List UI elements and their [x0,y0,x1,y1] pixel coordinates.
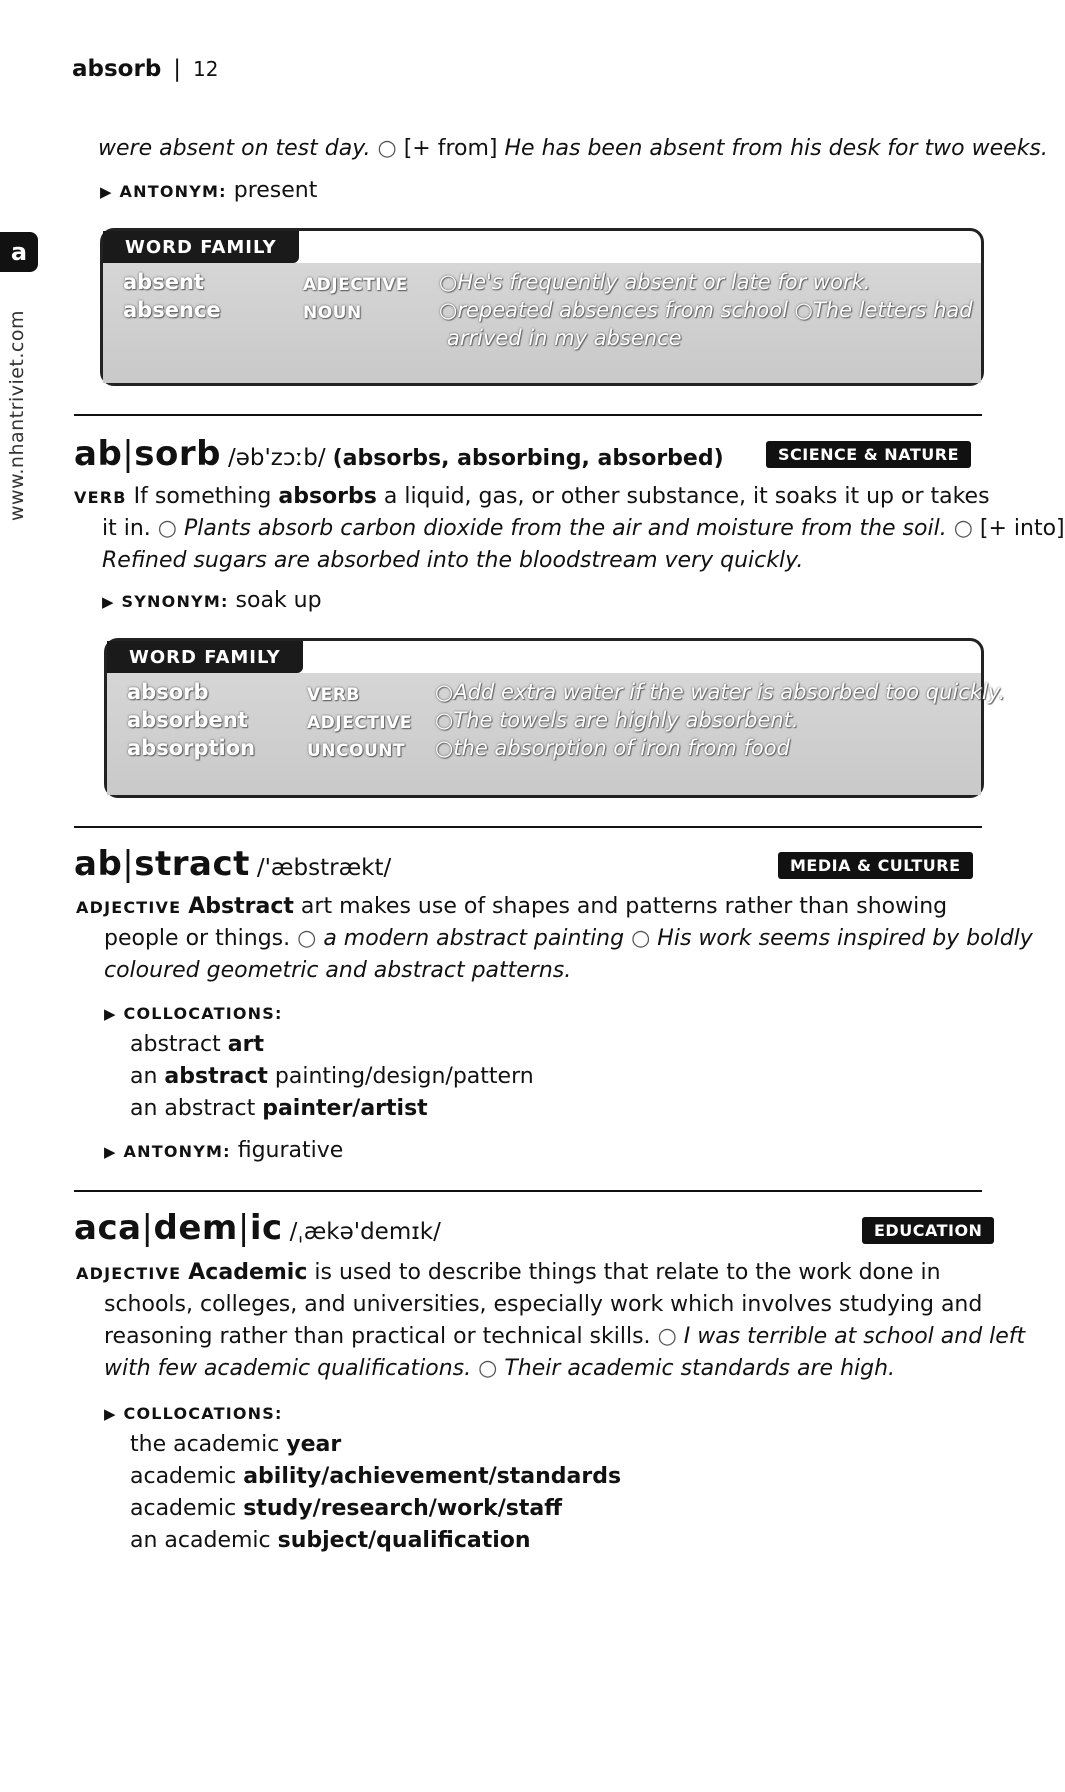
triangle-bullet-icon: ▶ [102,593,114,611]
subject-badge: EDUCATION [862,1217,994,1244]
definition-line: ADJECTIVE Abstract art makes use of shapes and patterns rather than showing [76,894,948,919]
entry-headline-abstract [74,842,391,891]
inflections: (absorbs, absorbing, absorbed) [332,446,724,471]
definition-line: reasoning rather than practical or technical skills. ○ I was terrible at school and left [104,1324,1026,1349]
entry-divider [74,1190,982,1192]
part-of-speech: ADJECTIVE [76,898,182,917]
subject-badge: SCIENCE & NATURE [766,441,971,468]
collocation-item: the academic year [130,1432,342,1457]
entry-divider [74,826,982,828]
pronunciation: /ˌækə'demɪk/ [289,1219,441,1245]
example-line: coloured geometric and abstract patterns. [104,958,572,983]
part-of-speech: VERB [74,488,127,507]
collocations-heading: ▶ COLLOCATIONS: [104,1004,283,1023]
definition-line: people or things. ○ a modern abstract painting ○ His work seems inspired by boldly [104,926,1033,951]
triangle-bullet-icon: ▶ [100,183,112,201]
entry-headline-absorb [74,432,724,481]
collocation-item: academic ability/achievement/standards [130,1464,622,1489]
example-line: with few academic qualifications. ○ Their academic standards are high. [104,1356,896,1381]
entry-headline-academic [74,1206,441,1255]
triangle-bullet-icon: ▶ [104,1005,116,1023]
page-number: 12 [193,57,219,81]
collocation-item: an academic subject/qualification [130,1528,531,1553]
pronunciation: /əb'zɔːb/ [227,445,326,471]
collocation-item: abstract art [130,1032,264,1057]
entry-divider [74,414,982,416]
word-family-row: absorbent [127,708,248,732]
site-watermark: www.nhantriviet.com [6,309,28,521]
word-family-title: WORD FAMILY [107,641,303,673]
absent-example-line: were absent on test day. ○ [+ from] He has been absent from his desk for two weeks. [98,136,1048,161]
collocations-heading: ▶ COLLOCATIONS: [104,1404,283,1423]
collocation-item: an abstract painter/artist [130,1096,428,1121]
definition-line: VERB If something absorbs a liquid, gas, or other substance, it soaks it up or takes [74,484,990,509]
part-of-speech: ADJECTIVE [76,1264,182,1283]
word-family-box-absorb: WORD FAMILY absorb VERB ○Add extra water if the water is absorbed too quickly. absorbent ADJECTIVE ○The towels are highly absorbent. absorption UNCOUNT ○the absorption of iron from food [104,638,984,798]
absent-antonym: ▶ ANTONYM: present [100,178,318,203]
thumb-index-tab: a [0,232,38,272]
word-family-box-absent: WORD FAMILY absent ADJECTIVE ○He's frequently absent or late for work. absence NOUN ○repeated absences from school ○The letters had arrived in my absence [100,228,984,386]
headword: ab|sorb [74,434,221,474]
collocation-item: an abstract painting/design/pattern [130,1064,534,1089]
word-family-row: absent [123,270,204,294]
running-header [72,56,219,82]
subject-badge: MEDIA & CULTURE [778,852,973,879]
abstract-antonym: ▶ ANTONYM: figurative [104,1138,344,1163]
absorb-synonym: ▶ SYNONYM: soak up [102,588,322,613]
word-family-title: WORD FAMILY [103,231,299,263]
collocation-item: academic study/research/work/staff [130,1496,563,1521]
headword: ab|stract [74,844,250,884]
triangle-bullet-icon: ▶ [104,1143,116,1161]
definition-line: schools, colleges, and universities, especially work which involves studying and [104,1292,983,1317]
word-family-row: absence [123,298,221,322]
pronunciation: /'æbstrækt/ [256,855,392,881]
header-headword: absorb [72,56,162,82]
word-family-row: absorption [127,736,256,760]
headword: aca|dem|ic [74,1208,283,1248]
definition-line: it in. ○ Plants absorb carbon dioxide from the air and moisture from the soil. ○ [+ into] [102,516,1065,541]
definition-line: ADJECTIVE Academic is used to describe things that relate to the work done in [76,1260,941,1285]
example-line: Refined sugars are absorbed into the bloodstream very quickly. [102,548,804,573]
word-family-row: absorb [127,680,209,704]
header-separator: | [173,56,182,82]
triangle-bullet-icon: ▶ [104,1405,116,1423]
